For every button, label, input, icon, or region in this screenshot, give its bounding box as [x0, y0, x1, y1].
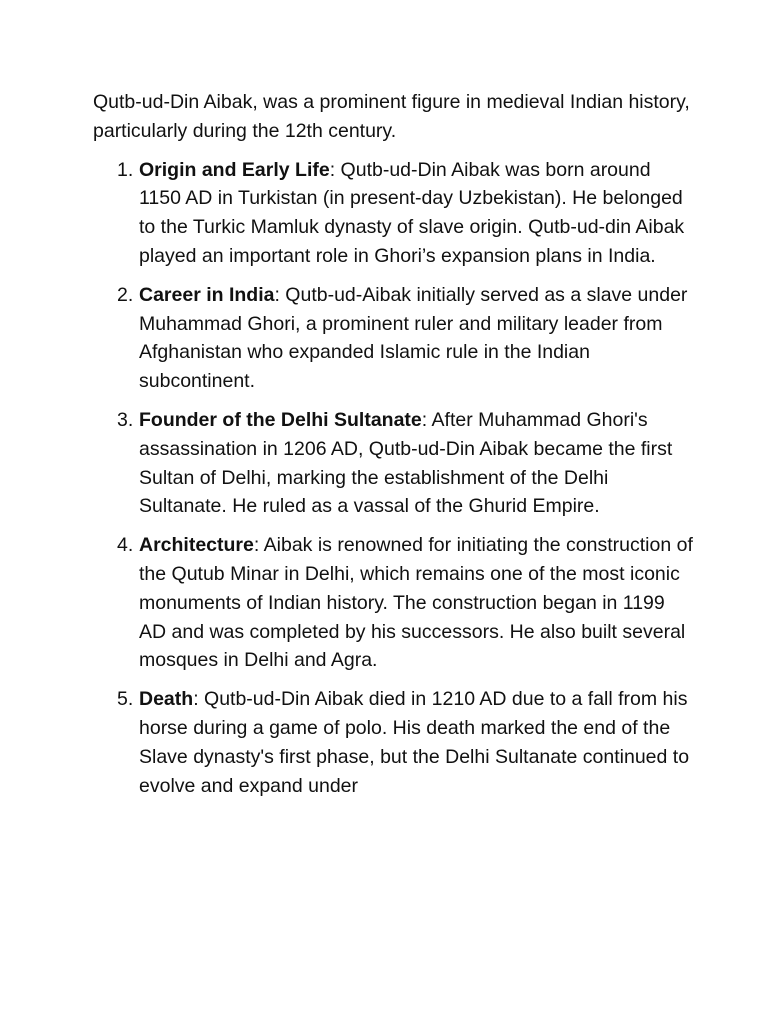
intro-paragraph: Qutb-ud-Din Aibak, was a prominent figure in medieval Indian history, particularly during the 12th century.: [93, 91, 690, 142]
list-item-text: : Aibak is renowned for initiating the construction of the Qutub Minar in Delhi, which remains one of the most iconic monuments of Indian history. The construction began in 1199 AD and was completed by his successors. He also built several mosques in Delhi and Agra.: [139, 534, 693, 672]
list-item-death: [93, 685, 693, 800]
document-body: [93, 88, 693, 810]
list-item-architecture: [93, 531, 693, 675]
list-item-heading: Death: [139, 688, 194, 711]
list-item-heading: Founder of the Delhi Sultanate: [139, 408, 422, 431]
list-number: 4.: [117, 534, 134, 557]
list-item-text: : Qutb-ud-Aibak initially served as a slave under Muhammad Ghori, a prominent ruler and military leader from Afghanistan who expanded Islamic rule in the Indian subcontinent.: [139, 283, 688, 393]
list-item-text: : Qutb-ud-Din Aibak died in 1210 AD due to a fall from his horse during a game of polo. His death marked the end of the Slave dynasty's first phase, but the Delhi Sultanate continued to evolve and expand under: [139, 688, 690, 797]
list-number: 3.: [117, 408, 134, 431]
list-item-heading: Career in India: [139, 283, 275, 306]
list-number: 5.: [117, 688, 134, 711]
list-item-text: : Qutb-ud-Din Aibak was born around 1150 AD in Turkistan (in present-day Uzbekistan). He belonged to the Turkic Mamluk dynasty of slave origin. Qutb-ud-din Aibak played an important role in Ghori’s expansion plans in India.: [139, 158, 685, 267]
list-item-origin: [93, 156, 693, 271]
numbered-list: [93, 156, 693, 801]
list-item-heading: Origin and Early Life: [139, 158, 330, 181]
list-item-career: [93, 281, 693, 396]
list-item-founder: [93, 406, 693, 521]
list-number: 1.: [117, 158, 134, 181]
list-item-text: : After Muhammad Ghori's assassination in 1206 AD, Qutb-ud-Din Aibak became the first Sultan of Delhi, marking the establishment of the Delhi Sultanate. He ruled as a vassal of the Ghurid Empire.: [139, 408, 673, 518]
list-number: 2.: [117, 283, 134, 306]
list-item-heading: Architecture: [139, 534, 254, 557]
